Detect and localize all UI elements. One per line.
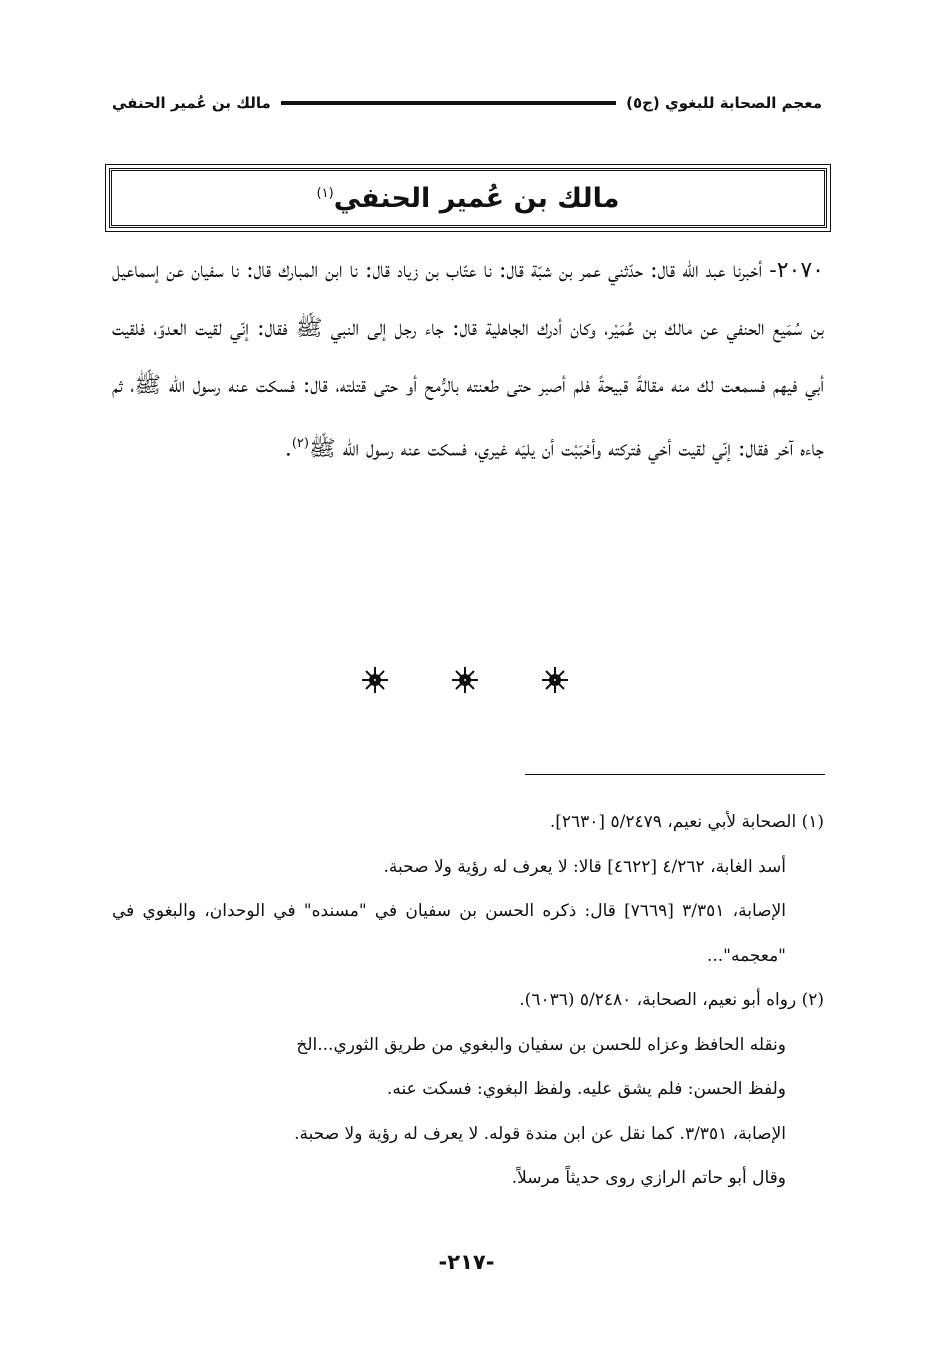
footnotes bbox=[112, 800, 824, 1201]
star-ornament-icon bbox=[450, 665, 480, 695]
footnote-2: (٢) رواه أبو نعيم، الصحابة، ٥/٢٤٨٠ (٦٠٣٦). bbox=[519, 990, 824, 1010]
footnote-2-line: ونقله الحافظ وعزاه للحسن بن سفيان والبغوي من طريق الثوري...الخ bbox=[296, 1034, 786, 1055]
hadith-footnote-ref: (٢) bbox=[291, 435, 309, 451]
section-separator bbox=[360, 662, 570, 698]
footnote-2-line: ولفظ الحسن: فلم يشق عليه. ولفظ البغوي: فسكت عنه. bbox=[387, 1079, 786, 1099]
star-ornament-icon bbox=[360, 665, 390, 695]
entry-title bbox=[317, 183, 620, 214]
footnote-1: (١) الصحابة لأبي نعيم، ٥/٢٤٧٩ [٢٦٣٠]. bbox=[549, 812, 824, 832]
running-header bbox=[112, 88, 822, 118]
entry-title-text: مالك بن عُمير الحنفي bbox=[333, 182, 620, 214]
hadith-number: ٢٠٧٠- bbox=[769, 258, 824, 283]
entry-title-box bbox=[109, 168, 827, 228]
star-ornament-icon bbox=[540, 665, 570, 695]
title-footnote-ref: (١) bbox=[316, 185, 334, 201]
hadith-end: . bbox=[284, 435, 292, 461]
footnote-1-line: الإصابة، ٣/٣٥١ [٧٦٦٩] قال: ذكره الحسن بن سفيان في "مسنده" في الوحدان، والبغوي في "معجمه"... bbox=[112, 901, 786, 966]
page-number: -٢١٧- bbox=[438, 1250, 495, 1274]
footnote-divider bbox=[525, 774, 825, 775]
hadith-body: أخبرنا عبد الله قال: حدّثني عمر بن شبّة قال: نا عتّاب بن زياد قال: نا ابن المبارك قال: نا سفيان عن إسماعيل بن سُمَيع الحنفي عن مالك بن عُمَيْر، وكان أدرك الجاهلية قال: جاء رجل إلى النبي ﷺ فقال: إنّي لقيت العدوّ، فلقيت أبي فيهم فسمعت لك منه مقالةً قبيحةً فلم أصبر حتى طعنته بالرُّمح أو حتى قتلته، قال: فسكت عنه رسول الله ﷺ، ثم جاءه آخر فقال: إنّي لقيت أخي فتركته وأحْبَبْت أن يليَه غيري، فسكت عنه رسول الله ﷺ bbox=[112, 258, 824, 461]
header-entry-title: مالك بن عُمير الحنفي bbox=[112, 94, 271, 112]
header-book-title: معجم الصحابة للبغوي (ج٥) bbox=[626, 94, 822, 112]
header-rule bbox=[281, 101, 616, 105]
footnote-2-line: الإصابة، ٣/٣٥١. كما نقل عن ابن مندة قوله. لا يعرف له رؤية ولا صحبة. bbox=[294, 1123, 786, 1144]
footnote-2-line: وقال أبو حاتم الرازي روى حديثاً مرسلاً. bbox=[511, 1168, 786, 1188]
hadith-text bbox=[112, 242, 824, 477]
footnote-1-line: أسد الغابة، ٤/٢٦٢ [٤٦٢٢] قالا: لا يعرف له رؤية ولا صحبة. bbox=[383, 856, 786, 877]
